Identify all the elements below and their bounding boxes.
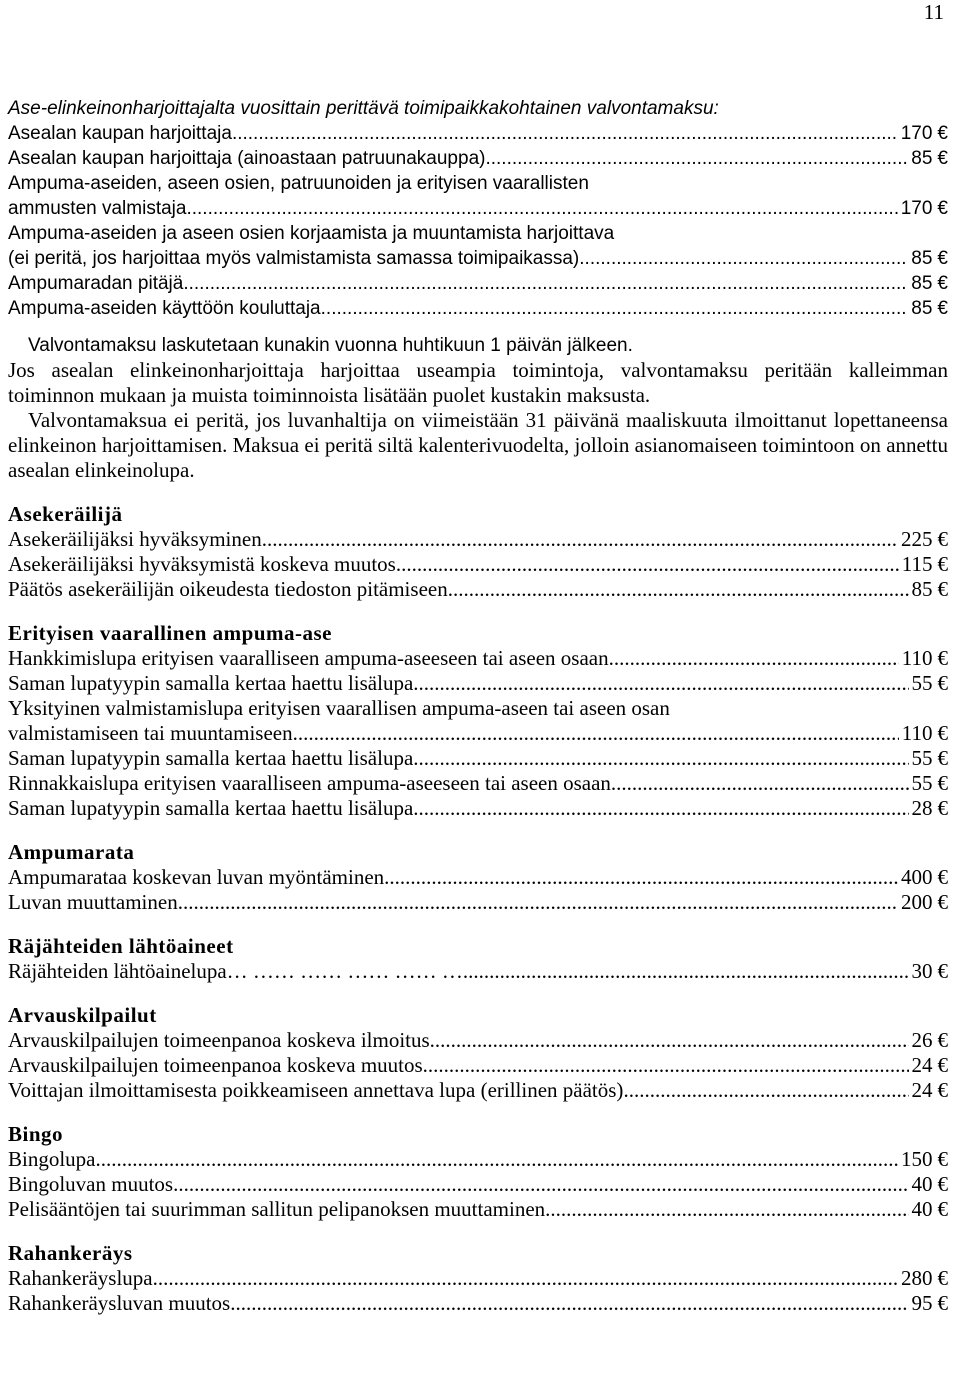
fee-item-price <box>898 1266 948 1291</box>
fee-item-label-line: Yksityinen valmistamislupa erityisen vaarallisen ampuma-aseen tai aseen osan <box>8 696 670 720</box>
fee-item-price <box>898 527 948 552</box>
dot-leader <box>545 1197 908 1222</box>
fee-item-label: ammusten valmistaja <box>8 198 187 219</box>
fee-item-price <box>909 959 949 984</box>
fee-item-price <box>908 146 948 171</box>
fee-item-label: Rahankeräyslupa <box>8 1266 153 1290</box>
euro-sign: € <box>937 721 948 745</box>
fee-item-label: Voittajan ilmoittamisesta poikkeamiseen annettava lupa (erillinen päätös) <box>8 1078 624 1102</box>
page-number: 11 <box>923 0 944 24</box>
fee-item-price <box>909 1028 949 1053</box>
fee-item-price <box>909 671 949 696</box>
fee-notes-serif <box>8 358 948 483</box>
fee-amount: 28 <box>911 796 933 820</box>
fee-item <box>8 721 948 746</box>
fee-amount: 55 <box>911 671 933 695</box>
fee-item <box>8 1078 948 1103</box>
fee-item-price <box>909 771 949 796</box>
fee-item-label: Asealan kaupan harjoittaja (ainoastaan patruunakauppa) <box>8 148 486 169</box>
dot-leader <box>96 1147 899 1172</box>
fee-item-label: Asekeräilijäksi hyväksyminen <box>8 527 262 551</box>
fee-section <box>8 621 948 821</box>
fee-item-price <box>909 1197 949 1222</box>
fee-item <box>8 771 948 796</box>
fee-amount: 115 <box>901 552 933 576</box>
dot-leader <box>183 271 908 296</box>
fee-item <box>8 146 948 171</box>
fee-amount: 225 <box>901 527 933 551</box>
euro-sign: € <box>937 771 948 795</box>
fee-amount: 85 <box>911 148 933 169</box>
dot-leader <box>413 671 908 696</box>
euro-sign: € <box>937 865 948 889</box>
fee-item <box>8 959 948 984</box>
fee-section <box>8 1122 948 1222</box>
fee-amount: 170 <box>900 198 933 219</box>
fee-item-price <box>899 552 948 577</box>
fee-item <box>8 246 948 271</box>
fee-item <box>8 1291 948 1316</box>
fee-item-price <box>908 271 948 296</box>
fee-item-label: Bingolupa <box>8 1147 96 1171</box>
fee-amount: 110 <box>901 721 933 745</box>
euro-sign: € <box>937 1197 948 1221</box>
euro-sign: € <box>937 646 948 670</box>
euro-sign: € <box>937 248 948 269</box>
fee-section <box>8 1003 948 1103</box>
dot-leader <box>623 1078 908 1103</box>
fee-item-price <box>898 865 948 890</box>
euro-sign: € <box>937 298 948 319</box>
euro-sign: € <box>937 1291 948 1315</box>
fee-item <box>8 527 948 552</box>
section-heading: Bingo <box>8 1122 64 1146</box>
fee-item-label: Rahankeräysluvan muutos <box>8 1291 231 1315</box>
fee-item-label-line: Ampuma-aseiden, aseen osien, patruunoiden ja erityisen vaarallisten <box>8 173 589 194</box>
dot-leader <box>262 527 898 552</box>
fee-item <box>8 1197 948 1222</box>
dot-leader <box>396 552 899 577</box>
euro-sign: € <box>937 123 948 144</box>
fee-amount: 30 <box>911 959 933 983</box>
euro-sign: € <box>937 746 948 770</box>
euro-sign: € <box>937 1266 948 1290</box>
fee-item-label: Ampumaradan pitäjä <box>8 273 184 294</box>
euro-sign: € <box>937 1172 948 1196</box>
annual-fee-block <box>8 96 948 358</box>
fee-section <box>8 840 948 915</box>
fee-item-price <box>898 196 948 221</box>
fee-item <box>8 296 948 321</box>
fee-amount: 200 <box>901 890 933 914</box>
euro-sign: € <box>937 1053 948 1077</box>
euro-sign: € <box>937 148 948 169</box>
fee-item-label: Ampuma-aseiden käyttöön kouluttaja <box>8 298 321 319</box>
fee-item-price <box>909 1172 949 1197</box>
fee-item <box>8 890 948 915</box>
annual-fee-intro: Ase-elinkeinonharjoittajalta vuosittain perittävä toimipaikkakohtainen valvontamaksu: <box>8 98 719 119</box>
dot-leader <box>178 890 898 915</box>
fee-item-label: Arvauskilpailujen toimeenpanoa koskeva muutos <box>8 1053 423 1077</box>
fee-item-label: Hankkimislupa erityisen vaaralliseen ampuma-aseeseen tai aseen osaan <box>8 646 609 670</box>
fee-amount: 40 <box>911 1197 933 1221</box>
fee-amount: 170 <box>900 123 933 144</box>
fee-item-label: Asekeräilijäksi hyväksymistä koskeva muutos <box>8 552 396 576</box>
dot-leader <box>423 1053 909 1078</box>
section-heading: Asekeräilijä <box>8 502 123 526</box>
dot-leader <box>463 959 909 984</box>
fee-amount: 55 <box>911 746 933 770</box>
euro-sign: € <box>937 671 948 695</box>
fee-item-label: Päätös asekeräilijän oikeudesta tiedoston pitämiseen <box>8 577 448 601</box>
fee-item-price <box>898 121 948 146</box>
euro-sign: € <box>937 796 948 820</box>
dot-leader <box>153 1266 898 1291</box>
fee-section <box>8 1241 948 1316</box>
fee-item-label: Saman lupatyypin samalla kertaa haettu lisälupa <box>8 796 414 820</box>
dot-leader <box>485 146 908 171</box>
fee-item <box>8 746 948 771</box>
fee-amount: 110 <box>901 646 933 670</box>
dot-leader <box>173 1172 908 1197</box>
fee-item-label: Ampumarataa koskevan luvan myöntäminen <box>8 865 385 889</box>
dot-leader <box>413 746 908 771</box>
fee-item <box>8 796 948 821</box>
fee-item-label: Saman lupatyypin samalla kertaa haettu lisälupa <box>8 746 414 770</box>
fee-item-label: (ei peritä, jos harjoittaa myös valmistamista samassa toimipaikassa) <box>8 248 580 269</box>
fee-note-exemption: Valvontamaksua ei peritä, jos luvanhaltija on viimeistään 31 päivänä maaliskuuta ilmoittanut lopettaneensa elinkeinon harjoittamisen. Maksua ei peritä siltä kalenterivuodelta, jolloin asianomaiseen toimintoon on annettu asealan elinkeinolupa. <box>8 408 948 482</box>
dot-leader <box>579 246 908 271</box>
fee-item-label: valmistamiseen tai muuntamiseen <box>8 721 293 745</box>
euro-sign: € <box>937 890 948 914</box>
section-heading: Arvauskilpailut <box>8 1003 157 1027</box>
euro-sign: € <box>937 577 948 601</box>
fee-notes <box>8 333 948 358</box>
fee-item-label: Asealan kaupan harjoittaja <box>8 123 232 144</box>
section-heading: Ampumarata <box>8 840 135 864</box>
fee-item-price <box>908 246 948 271</box>
euro-sign: € <box>937 552 948 576</box>
fee-item-price <box>899 646 948 671</box>
fee-amount: 85 <box>911 577 933 601</box>
dot-leader <box>230 1291 908 1316</box>
fee-item <box>8 1053 948 1078</box>
fee-amount: 85 <box>911 248 933 269</box>
fee-item-price <box>909 1291 949 1316</box>
fee-item <box>8 1266 948 1291</box>
section-heading: Räjähteiden lähtöaineet <box>8 934 234 958</box>
dot-leader <box>609 646 899 671</box>
euro-sign: € <box>937 1028 948 1052</box>
fee-item <box>8 646 948 671</box>
fee-item-label: Rinnakkaislupa erityisen vaaralliseen ampuma-aseeseen tai aseen osaan <box>8 771 611 795</box>
dot-leader <box>321 296 909 321</box>
fee-item-price <box>909 1053 949 1078</box>
fee-amount: 85 <box>911 273 933 294</box>
fee-item-label: Arvauskilpailujen toimeenpanoa koskeva ilmoitus <box>8 1028 430 1052</box>
fee-section <box>8 502 948 602</box>
euro-sign: € <box>937 1078 948 1102</box>
fee-note-multiple: Jos asealan elinkeinonharjoittaja harjoittaa useampia toimintoja, valvontamaksu peritään kalleimman toiminnon mukaan ja muista toiminnoista lisätään puolet kustakin maksusta. <box>8 358 948 407</box>
fee-item-price <box>909 577 949 602</box>
fee-item-price <box>909 796 949 821</box>
fee-item-label: Räjähteiden lähtöainelupa… …… …… …… …… … <box>8 959 463 983</box>
fee-item <box>8 196 948 221</box>
fee-item <box>8 671 948 696</box>
dot-leader <box>448 577 909 602</box>
fee-item-price <box>898 890 948 915</box>
dot-leader <box>413 796 908 821</box>
fee-amount: 95 <box>911 1291 933 1315</box>
fee-amount: 24 <box>911 1053 933 1077</box>
fee-amount: 400 <box>901 865 933 889</box>
fee-item <box>8 552 948 577</box>
dot-leader <box>186 196 897 221</box>
fee-item-label: Luvan muuttaminen <box>8 890 178 914</box>
fee-item-price <box>899 721 948 746</box>
annual-fee-list <box>8 121 948 321</box>
dot-leader <box>232 121 898 146</box>
fee-item <box>8 121 948 146</box>
fee-item-price <box>908 296 948 321</box>
fee-note <box>8 333 948 358</box>
fee-item-label: Bingoluvan muutos <box>8 1172 174 1196</box>
fee-item <box>8 1147 948 1172</box>
euro-sign: € <box>937 273 948 294</box>
fee-item <box>8 1028 948 1053</box>
fee-amount: 26 <box>911 1028 933 1052</box>
fee-item-price <box>909 1078 949 1103</box>
euro-sign: € <box>937 1147 948 1171</box>
fee-amount: 40 <box>911 1172 933 1196</box>
fee-amount: 24 <box>911 1078 933 1102</box>
section-heading: Erityisen vaarallinen ampuma-ase <box>8 621 332 645</box>
fee-amount: 280 <box>901 1266 933 1290</box>
section-heading: Rahankeräys <box>8 1241 133 1265</box>
euro-sign: € <box>937 527 948 551</box>
fee-sections <box>8 502 948 1316</box>
fee-section <box>8 934 948 984</box>
fee-item-label: Saman lupatyypin samalla kertaa haettu lisälupa <box>8 671 414 695</box>
fee-item-price <box>898 1147 948 1172</box>
dot-leader <box>293 721 899 746</box>
fee-item-label-line: Ampuma-aseiden ja aseen osien korjaamista ja muuntamista harjoittava <box>8 223 615 244</box>
fee-note-billing: Valvontamaksu laskutetaan kunakin vuonna huhtikuun 1 päivän jälkeen. <box>28 335 633 356</box>
dot-leader <box>384 865 898 890</box>
fee-amount: 55 <box>911 771 933 795</box>
fee-amount: 150 <box>901 1147 933 1171</box>
fee-item <box>8 1172 948 1197</box>
fee-amount: 85 <box>911 298 933 319</box>
fee-item <box>8 577 948 602</box>
dot-leader <box>430 1028 909 1053</box>
fee-item <box>8 271 948 296</box>
euro-sign: € <box>937 198 948 219</box>
fee-item <box>8 865 948 890</box>
document-body <box>8 96 948 1316</box>
euro-sign: € <box>937 959 948 983</box>
fee-item-label: Pelisääntöjen tai suurimman sallitun pelipanoksen muuttaminen <box>8 1197 546 1221</box>
dot-leader <box>611 771 909 796</box>
fee-item-price <box>909 746 949 771</box>
